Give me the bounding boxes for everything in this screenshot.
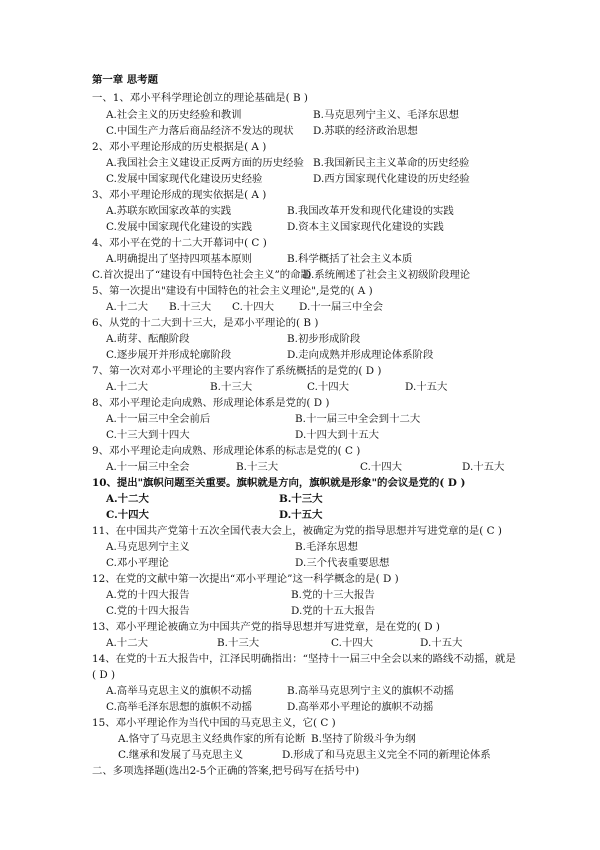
q7-option-a: A.十二大 (106, 381, 148, 393)
q12-option-b: B.党的十三大报告 (291, 589, 375, 601)
q4-stem: 4、邓小平在党的十二大开幕词中( C ) (92, 237, 267, 249)
q13-option-d: D.十五大 (420, 637, 463, 649)
q14-option-c: C.高举毛泽东思想的旗帜不动摇 (106, 701, 252, 713)
q11-option-d: D.三个代表重要思想 (295, 557, 390, 569)
q14-option-a: A.高举马克思主义的旗帜不动摇 (106, 685, 252, 697)
q10-option-d: D.十五大 (279, 509, 323, 521)
q12-option-c: C.党的十四大报告 (106, 605, 190, 617)
q9-option-b: B.十三大 (236, 461, 279, 473)
q10-stem: 10、提出"旗帜问题至关重要。旗帜就是方向，旗帜就是形象"的会议是党的( D ) (92, 477, 466, 489)
section2-heading: 二、多项选择题(选出2-5个正确的答案,把号码写在括号中) (92, 765, 360, 777)
chapter-title: 第一章 思考题 (92, 74, 158, 86)
q6-option-d: D.走向成熟并形成理论体系阶段 (287, 349, 434, 361)
q6-option-a: A.萌芽、酝酿阶段 (106, 333, 190, 345)
q1-option-a: A.社会主义的历史经验和教训 (106, 109, 242, 121)
q8-option-d: D.十四大到十五大 (295, 429, 379, 441)
q1-option-c: C.中国生产力落后商品经济不发达的现状 (106, 125, 294, 137)
q12-option-a: A.党的十四大报告 (106, 589, 190, 601)
q4-option-c: C.首次提出了“建设有中国特色社会主义”的命题 (92, 269, 311, 281)
q14-stem-line2: ( D ) (92, 669, 116, 681)
q6-option-c: C.逐步展开并形成轮廓阶段 (106, 349, 232, 361)
q11-option-a: A.马克思列宁主义 (106, 541, 190, 553)
q9-option-a: A.十一届三中全会 (106, 461, 190, 473)
q15-option-d: D.形成了和马克思主义完全不同的新理论体系 (282, 749, 491, 761)
q2-stem: 2、邓小平理论形成的历史根据是( A ) (92, 141, 267, 153)
q7-option-c: C.十四大 (307, 381, 350, 393)
q4-option-d: D.系统阐述了社会主义初级阶段理论 (303, 269, 471, 281)
q11-option-c: C.邓小平理论 (106, 557, 169, 569)
q14-option-b: B.高举马克思列宁主义的旗帜不动摇 (287, 685, 454, 697)
q3-option-d: D.资本主义国家现代化建设的实践 (287, 221, 444, 233)
q3-option-c: C.发展中国家现代化建设的实践 (106, 221, 252, 233)
q15-option-a: A.恪守了马克思主义经典作家的所有论断 (118, 733, 306, 745)
q10-option-b: B.十三大 (279, 493, 323, 505)
q15-stem: 15、邓小平理论作为当代中国的马克思主义，它( C ) (92, 717, 336, 729)
q7-option-d: D.十五大 (405, 381, 448, 393)
q6-option-b: B.初步形成阶段 (287, 333, 361, 345)
q3-option-a: A.苏联东欧国家改革的实践 (106, 205, 232, 217)
q5-option-d: D.十一届三中全会 (299, 301, 383, 313)
q13-option-c: C.十四大 (331, 637, 374, 649)
q1-option-b: B.马克思列宁主义、毛泽东思想 (313, 109, 460, 121)
q13-option-a: A.十二大 (106, 637, 148, 649)
q6-stem: 6、从党的十二大到十三大，是邓小平理论的( B ) (92, 317, 319, 329)
q10-option-c: C.十四大 (106, 509, 149, 521)
q12-stem: 12、在党的文献中第一次提出“邓小平理论”这一科学概念的是( D ) (92, 573, 399, 585)
section1-intro: 一、1、邓小平科学理论创立的理论基础是( B ) (92, 92, 308, 104)
q8-stem: 8、邓小平理论走向成熟、形成理论体系是党的( D ) (92, 397, 330, 409)
q2-option-b: B.我国新民主主义革命的历史经验 (313, 157, 470, 169)
q3-option-b: B.我国改革开发和现代化建设的实践 (287, 205, 454, 217)
q14-stem-line1: 14、在党的十五大报告中，江泽民明确指出：“坚持十一届三中全会以来的路线不动摇，就是 (92, 653, 516, 665)
q15-option-b: B.坚持了阶级斗争为纲 (311, 733, 416, 745)
q2-option-d: D.西方国家现代化建设的历史经验 (313, 173, 470, 185)
q8-option-b: B.十一届三中全会到十二大 (295, 413, 421, 425)
q9-option-d: D.十五大 (462, 461, 505, 473)
q4-option-b: B.科学概括了社会主义本质 (287, 253, 413, 265)
q3-stem: 3、邓小平理论形成的现实依据是( A ) (92, 189, 267, 201)
q13-stem: 13、邓小平理论被确立为中国共产党的指导思想并写进党章，是在党的( D ) (92, 621, 440, 633)
q7-stem: 7、第一次对邓小平理论的主要内容作了系统概括的是党的( D ) (92, 365, 382, 377)
q10-option-a: A.十二大 (106, 493, 149, 505)
q2-option-c: C.发展中国家现代化建设历史经验 (106, 173, 263, 185)
q8-option-c: C.十三大到十四大 (106, 429, 190, 441)
q1-option-d: D.苏联的经济政治思想 (313, 125, 418, 137)
q5-option-b: B.十三大 (169, 301, 212, 313)
q11-stem: 11、在中国共产党第十五次全国代表大会上，被确定为党的指导思想并写进党章的是( C ) (92, 525, 502, 537)
q7-option-b: B.十三大 (210, 381, 253, 393)
q15-option-c: C.继承和发展了马克思主义 (118, 749, 244, 761)
q2-option-a: A.我国社会主义建设正反两方面的历史经验 (106, 157, 304, 169)
q11-option-b: B.毛泽东思想 (295, 541, 358, 553)
q9-stem: 9、邓小平理论走向成熟、形成理论体系的标志是党的( C ) (92, 445, 361, 457)
q14-option-d: D.高举邓小平理论的旗帜不动摇 (287, 701, 434, 713)
q4-option-a: A.明确提出了坚持四项基本原则 (106, 253, 252, 265)
q8-option-a: A.十一届三中全会前后 (106, 413, 211, 425)
q12-option-d: D.党的十五大报告 (291, 605, 375, 617)
q13-option-b: B.十三大 (217, 637, 260, 649)
q5-stem: 5、第一次提出"建设有中国特色的社会主义理论",是党的( A ) (92, 285, 373, 297)
q9-option-c: C.十四大 (360, 461, 403, 473)
q5-option-c: C.十四大 (232, 301, 275, 313)
q5-option-a: A.十二大 (106, 301, 148, 313)
